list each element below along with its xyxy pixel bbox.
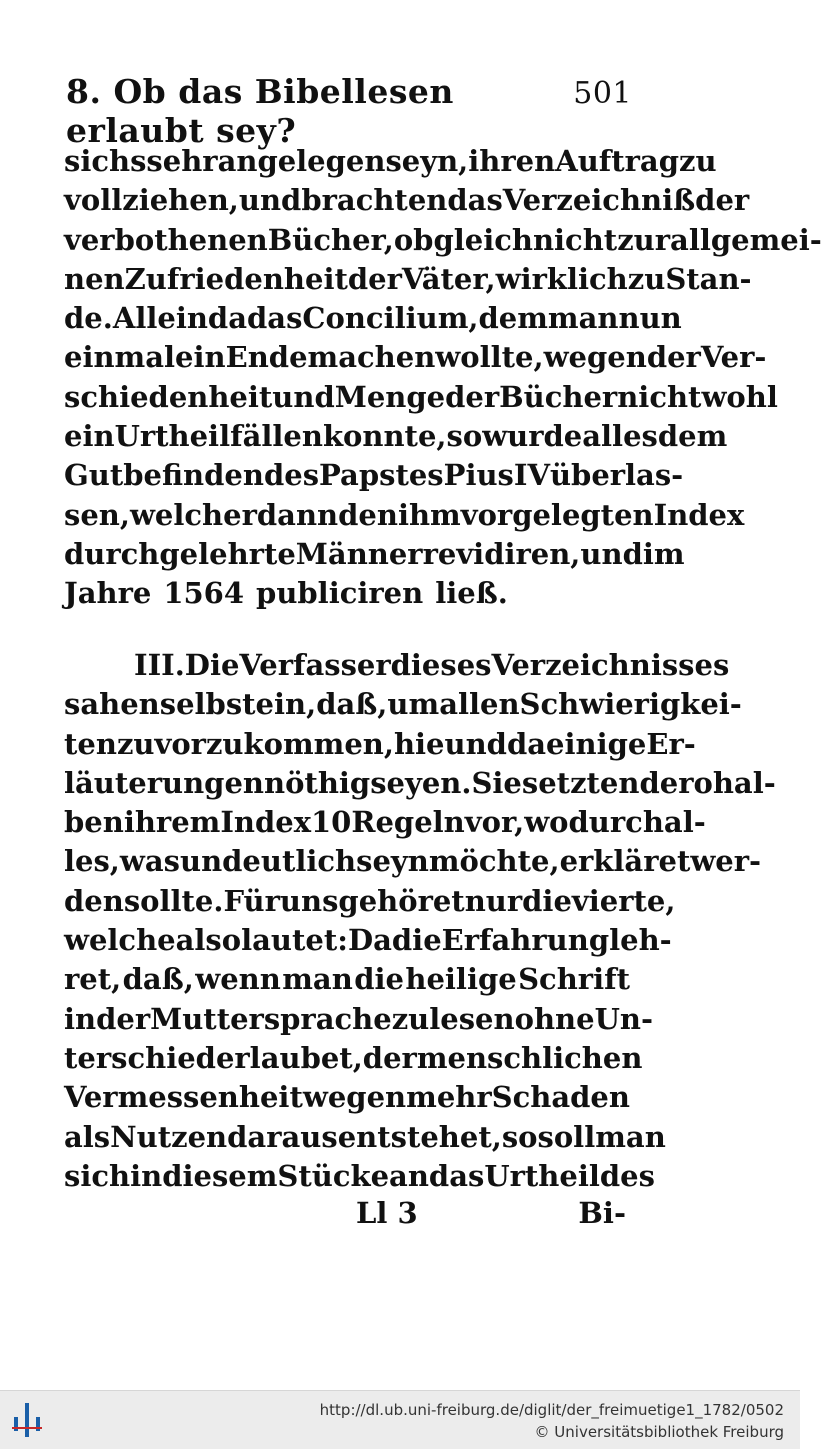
word: Schrift bbox=[518, 962, 630, 997]
word: zu bbox=[627, 261, 666, 296]
text-line bbox=[64, 142, 717, 181]
word: verbothenen bbox=[64, 222, 268, 257]
word: gelehrte bbox=[159, 536, 296, 571]
word: der bbox=[445, 379, 500, 414]
word: Stan- bbox=[665, 261, 752, 296]
word: vor, bbox=[464, 805, 525, 840]
word: möchte, bbox=[428, 844, 560, 879]
word: Menge bbox=[334, 379, 446, 414]
text-line bbox=[64, 921, 672, 960]
word: sen, bbox=[64, 497, 130, 532]
word: Ende bbox=[225, 340, 308, 375]
word: Verzeichnisses bbox=[491, 648, 730, 682]
text-line bbox=[64, 535, 685, 574]
word: 1564 bbox=[163, 576, 245, 611]
word: die bbox=[354, 962, 404, 997]
word: Er- bbox=[646, 726, 696, 761]
word: derohal- bbox=[639, 765, 776, 800]
word: im bbox=[642, 536, 685, 571]
text-line bbox=[64, 378, 778, 417]
word: IV bbox=[513, 458, 550, 493]
word: ten bbox=[64, 726, 117, 761]
word: ben bbox=[64, 805, 124, 840]
word: Jahre bbox=[64, 576, 152, 611]
word: undeutlich bbox=[179, 844, 357, 879]
word: dem bbox=[657, 419, 728, 454]
word: ihren bbox=[468, 144, 556, 178]
word: wohl bbox=[701, 379, 778, 414]
word: in bbox=[130, 1158, 163, 1193]
word: setzten bbox=[521, 765, 640, 800]
signature-mark: Ll 3 bbox=[356, 1196, 418, 1230]
word: zu bbox=[679, 144, 717, 178]
text-line bbox=[64, 725, 696, 764]
text-line bbox=[64, 456, 684, 495]
word: wer- bbox=[690, 844, 762, 879]
word: wodurch bbox=[524, 805, 664, 840]
word: nur bbox=[464, 883, 523, 918]
word: sich bbox=[64, 1158, 131, 1193]
text-line bbox=[64, 181, 750, 220]
text-line bbox=[64, 1078, 630, 1117]
word: welche bbox=[64, 923, 176, 958]
word: zuvorzukommen, bbox=[116, 726, 394, 761]
text-line bbox=[64, 574, 630, 613]
text-line bbox=[64, 1118, 666, 1157]
word: mehr bbox=[406, 1080, 492, 1115]
word: einmal bbox=[64, 340, 176, 375]
word: dann bbox=[256, 497, 339, 532]
word: Verzeichniß bbox=[502, 183, 696, 218]
word: ohne bbox=[514, 1001, 595, 1036]
word: 10 bbox=[311, 805, 352, 840]
word: erlaubet, bbox=[215, 1040, 363, 1075]
word: angelegen bbox=[217, 144, 386, 178]
word: nun bbox=[618, 301, 682, 336]
word: so bbox=[501, 1119, 538, 1154]
word: ein, bbox=[255, 687, 317, 722]
word: obgleich bbox=[393, 222, 533, 257]
text-line bbox=[64, 496, 745, 535]
word: in bbox=[64, 1001, 97, 1036]
word: Stücke bbox=[277, 1158, 390, 1193]
word: les, bbox=[64, 844, 120, 879]
word: ein bbox=[64, 419, 115, 454]
word: allgemei- bbox=[670, 222, 822, 257]
word: nicht bbox=[617, 379, 702, 414]
word: läuterungen bbox=[64, 765, 264, 800]
word: entstehet, bbox=[337, 1119, 502, 1154]
word: so bbox=[446, 419, 483, 454]
word: der bbox=[695, 183, 750, 218]
text-line bbox=[64, 417, 728, 456]
word: fällen bbox=[230, 419, 323, 454]
library-footer-bar bbox=[0, 1390, 800, 1449]
word: gehöret bbox=[338, 883, 465, 918]
word: alles bbox=[582, 419, 658, 454]
word: um bbox=[387, 687, 440, 722]
word: sollte. bbox=[123, 883, 224, 918]
word: Männer bbox=[295, 536, 423, 571]
word: brachten bbox=[301, 183, 448, 218]
word: vollziehen, bbox=[64, 183, 239, 218]
word: Bücher bbox=[499, 379, 618, 414]
word: wenn bbox=[195, 962, 281, 997]
word: durch bbox=[64, 536, 160, 571]
text-line bbox=[64, 803, 706, 842]
word: wirklich bbox=[495, 261, 628, 296]
copyright-notice: © Universitätsbibliothek Freiburg bbox=[534, 1423, 784, 1441]
text-line bbox=[64, 1000, 653, 1039]
word: Väter, bbox=[401, 261, 496, 296]
word: also bbox=[175, 923, 242, 958]
word: lautet: bbox=[241, 923, 348, 958]
word: Die bbox=[184, 648, 240, 682]
catchword: Bi- bbox=[578, 1196, 626, 1230]
word: einige bbox=[546, 726, 647, 761]
word: III. bbox=[134, 648, 185, 682]
word: den bbox=[338, 497, 398, 532]
word: ihm bbox=[397, 497, 461, 532]
word: schiedenheit bbox=[64, 379, 273, 414]
word: ret, bbox=[64, 962, 122, 997]
word: der bbox=[96, 1001, 151, 1036]
word: vorgelegten bbox=[460, 497, 654, 532]
word: ließ. bbox=[435, 576, 508, 611]
word: zu bbox=[391, 1001, 430, 1036]
word: sehr bbox=[146, 144, 218, 178]
running-title: 8. Ob das Bibellesen erlaubt sey? bbox=[66, 72, 454, 150]
text-line bbox=[64, 1157, 655, 1196]
word: der bbox=[362, 1040, 417, 1075]
word: machen bbox=[307, 340, 436, 375]
word: ein bbox=[175, 340, 226, 375]
word: revidiren, bbox=[422, 536, 581, 571]
word: Gutbefinden bbox=[64, 458, 264, 493]
running-header bbox=[66, 72, 632, 150]
word: publiciren bbox=[256, 576, 424, 611]
word: konnte, bbox=[322, 419, 447, 454]
word: Da bbox=[347, 923, 392, 958]
word: man bbox=[595, 1119, 666, 1154]
word: des bbox=[599, 1158, 655, 1193]
word: Vermessenheit bbox=[64, 1080, 303, 1115]
text-line bbox=[64, 764, 776, 803]
word: nen bbox=[64, 261, 125, 296]
word: zur bbox=[617, 222, 671, 257]
word: das bbox=[447, 183, 503, 218]
word: leh- bbox=[609, 923, 672, 958]
text-line bbox=[64, 299, 682, 338]
word: seyn, bbox=[385, 144, 469, 178]
word: selbst bbox=[159, 687, 256, 722]
word: des bbox=[263, 458, 320, 493]
word: welcher bbox=[129, 497, 257, 532]
word: daß, bbox=[122, 962, 194, 997]
word: Papstes bbox=[319, 458, 444, 493]
word: nicht bbox=[532, 222, 618, 257]
word: de. bbox=[64, 301, 113, 336]
paragraph-1 bbox=[64, 142, 822, 614]
word: wurde bbox=[482, 419, 583, 454]
text-line bbox=[64, 842, 762, 881]
word: dem bbox=[478, 301, 548, 336]
word: seyn bbox=[356, 844, 429, 879]
text-line bbox=[64, 685, 742, 724]
word: lesen bbox=[429, 1001, 515, 1036]
word: man bbox=[282, 962, 353, 997]
word: Auftrag bbox=[555, 144, 679, 178]
word: sichs bbox=[64, 144, 147, 178]
text-line bbox=[64, 260, 752, 299]
paragraph-2 bbox=[64, 646, 776, 1196]
word: Urtheil bbox=[114, 419, 231, 454]
word: Nutzen bbox=[110, 1119, 228, 1154]
word: erkläret bbox=[559, 844, 691, 879]
word: daß, bbox=[316, 687, 388, 722]
word: ihrem bbox=[123, 805, 221, 840]
library-logo-icon bbox=[12, 1399, 42, 1441]
word: Regeln bbox=[351, 805, 465, 840]
word: und bbox=[238, 183, 302, 218]
word: die bbox=[391, 923, 442, 958]
word: wegen bbox=[302, 1080, 407, 1115]
text-line bbox=[64, 338, 767, 377]
word: was bbox=[119, 844, 180, 879]
permalink-url[interactable]: http://dl.ub.uni-freiburg.de/diglit/der_freimuetige1_1782/0502 bbox=[319, 1401, 784, 1419]
word: diesem bbox=[162, 1158, 278, 1193]
word: und bbox=[580, 536, 643, 571]
word: man bbox=[547, 301, 619, 336]
word: der bbox=[347, 261, 402, 296]
word: da bbox=[207, 301, 247, 336]
text-line bbox=[64, 960, 630, 999]
text-line bbox=[64, 221, 822, 260]
word: Erfahrung bbox=[441, 923, 610, 958]
word: und bbox=[444, 726, 507, 761]
word: soll bbox=[537, 1119, 596, 1154]
word: und bbox=[272, 379, 335, 414]
page-number: 501 bbox=[573, 76, 632, 111]
word: dieses bbox=[390, 648, 492, 682]
word: vierte, bbox=[571, 883, 676, 918]
word: uns bbox=[279, 883, 339, 918]
word: terschied bbox=[64, 1040, 216, 1075]
word: der bbox=[646, 340, 701, 375]
word: sahen bbox=[64, 687, 160, 722]
text-line bbox=[64, 882, 676, 921]
word: Index bbox=[220, 805, 311, 840]
word: Urtheil bbox=[484, 1158, 600, 1193]
word: die bbox=[522, 883, 572, 918]
word: Bücher, bbox=[267, 222, 394, 257]
word: Concilium, bbox=[302, 301, 479, 336]
word: da bbox=[506, 726, 547, 761]
word: Schwierigkei- bbox=[519, 687, 742, 722]
word: Un- bbox=[594, 1001, 653, 1036]
word: Muttersprache bbox=[150, 1001, 392, 1036]
word: Allein bbox=[112, 301, 208, 336]
word: Pius bbox=[443, 458, 514, 493]
word: das bbox=[247, 301, 303, 336]
word: nöthig bbox=[264, 765, 371, 800]
word: überlas- bbox=[549, 458, 684, 493]
word: als bbox=[64, 1119, 111, 1154]
word: Zufriedenheit bbox=[124, 261, 348, 296]
word: al- bbox=[663, 805, 706, 840]
word: Ver- bbox=[700, 340, 767, 375]
word: Index bbox=[653, 497, 745, 532]
word: daraus bbox=[227, 1119, 338, 1154]
word: an bbox=[389, 1158, 429, 1193]
word: Sie bbox=[471, 765, 522, 800]
word: menschlichen bbox=[416, 1040, 643, 1075]
word: Schaden bbox=[491, 1080, 630, 1115]
text-line bbox=[64, 646, 730, 685]
word: den bbox=[64, 883, 124, 918]
word: wegen bbox=[543, 340, 647, 375]
word: seyen. bbox=[370, 765, 472, 800]
word: wollte, bbox=[435, 340, 544, 375]
text-line bbox=[64, 1039, 643, 1078]
word: allen bbox=[439, 687, 520, 722]
word: Verfasser bbox=[239, 648, 391, 682]
word: Für bbox=[223, 883, 280, 918]
word: heilige bbox=[405, 962, 517, 997]
word: das bbox=[428, 1158, 485, 1193]
word: hie bbox=[393, 726, 445, 761]
